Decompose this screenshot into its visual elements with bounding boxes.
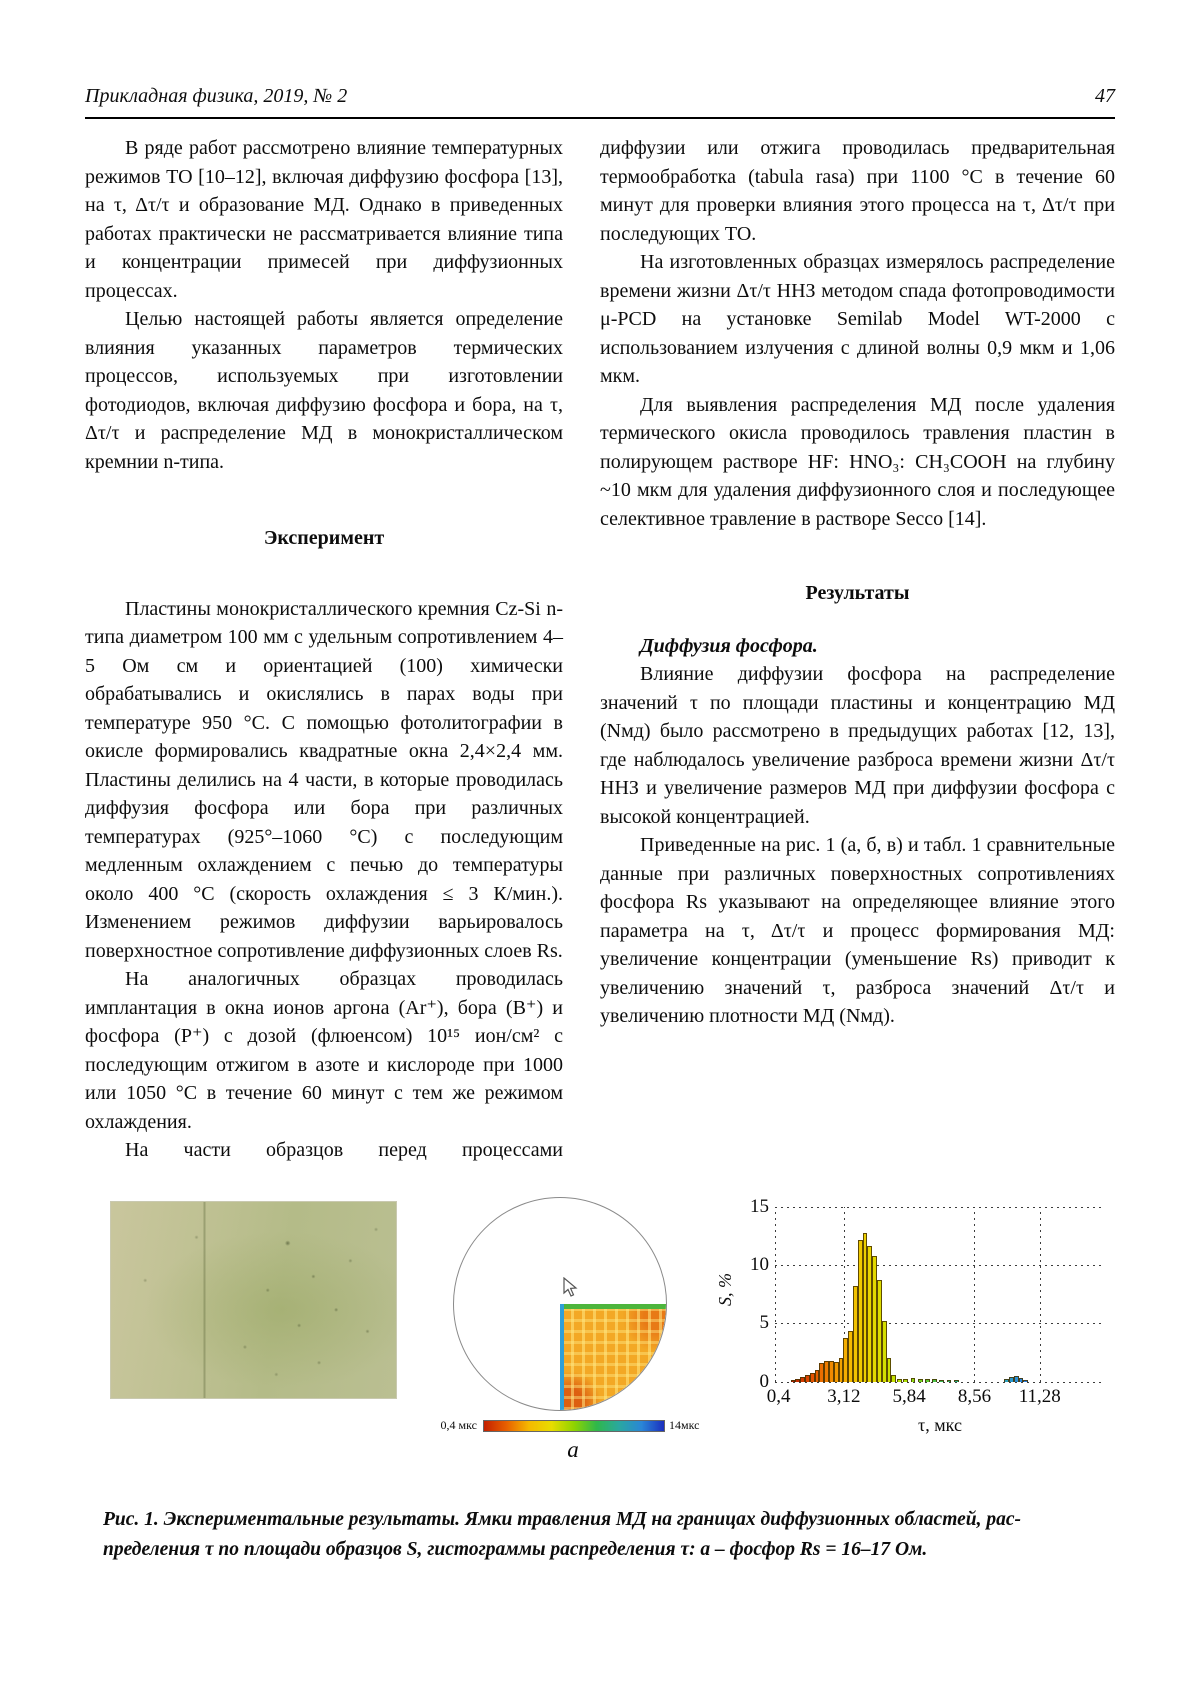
- grid-line-x: [974, 1207, 975, 1382]
- right-column: [600, 134, 1115, 1165]
- y-tick-label: 5: [759, 1312, 769, 1334]
- colorbar-max-label: 14мкс: [669, 1417, 700, 1432]
- histogram-bar: [918, 1379, 923, 1382]
- x-tick-label: 5,84: [892, 1385, 926, 1407]
- paragraph: Целью настоящей работы является определение влияния указанных параметров термических процессов, используемых при изготовлении фотодиодов, включая диффузию фосфора и бора, на τ, Δτ/τ и распределение МД в монокристаллическом кремнии n-типа.: [85, 308, 563, 473]
- grid-line-x: [1040, 1207, 1041, 1382]
- paragraph: На изготовленных образцах измерялось распределение времени жизни Δτ/τ ННЗ методом спада фотопроводимости μ-PCD на установке Semilab Model WT-2000 с использованием излучения с длиной волны 0,9 мкм и 1,06 мкм.: [600, 251, 1115, 387]
- grid-line-y: [775, 1265, 1105, 1266]
- wafer-measured-quadrant: [560, 1304, 666, 1410]
- etch-pits-micrograph: [110, 1201, 397, 1399]
- paragraph: Пластины монокристаллического кремния Cz-Si n-типа диаметром 100 мм с удельным сопротивлением 4–5 Ом см и ориентацией (100) химически обрабатывались и окислялись в парах воды при температуре 950 °С. С помощью фотолитографии в окисле формировались квадратные окна 2,4×2,4 мм. Пластины делились на 4 части, в которые проводилась диффузия фосфора или бора при различных температурах (925°–1060 °С) с последующим медленным охлаждением с печью до температуры около 400 °С (скорость охлаждения ≤ 3 К/мин.). Изменением режимов диффузии варьировалось поверхностное сопротивление диффузионных слоев Rs.: [85, 597, 563, 962]
- histogram-bar: [925, 1379, 930, 1381]
- panel-label-a: а: [567, 1436, 579, 1462]
- grid-line-y: [775, 1382, 1105, 1383]
- page-number: 47: [1095, 85, 1115, 107]
- section-heading-experiment: Эксперимент: [263, 527, 385, 549]
- page-header: [85, 84, 1115, 108]
- grid-line-y: [775, 1323, 1105, 1324]
- figure-caption: [103, 1505, 1028, 1565]
- mouse-cursor-icon: [562, 1277, 578, 1297]
- histogram-x-axis-label: τ, мкс: [918, 1414, 962, 1435]
- y-tick-label: 0: [759, 1370, 769, 1392]
- x-tick-label: 8,56: [957, 1385, 992, 1407]
- left-column: [85, 134, 563, 1165]
- histogram-bar: [932, 1379, 937, 1381]
- header-rule: [85, 117, 1115, 119]
- histogram-bar: [911, 1378, 916, 1382]
- grid-line-x: [775, 1207, 776, 1382]
- histogram-bar: [897, 1379, 902, 1382]
- paragraph: Приведенные на рис. 1 (а, б, в) и табл. 1 сравнительные данные при различных поверхностных сопротивлениях фосфора Rs указывают на определяющее влияние этого параметра на τ, Δτ/τ и процесс формирования МД: увеличение концентрации (уменьшение Rs) приводит к увеличению значений τ, разброса значений Δτ/τ и увеличению плотности МД (Nмд).: [600, 834, 1115, 1027]
- section-heading-results: Результаты: [805, 582, 910, 604]
- grid-line-y: [775, 1207, 1105, 1208]
- subsection-heading-phosphorus: Диффузия фосфора.: [640, 634, 818, 657]
- x-tick-label: 0,4: [766, 1385, 791, 1407]
- paragraph: В ряде работ рассмотрено влияние температурных режимов ТО [10–12], включая диффузию фосфора [13], на τ, Δτ/τ и образование МД. Однако в приведенных работах практически не рассматривается влияние типа и концентрации примесей при диффузионных процессах.: [85, 137, 563, 302]
- journal-title: Прикладная физика, 2019, № 2: [85, 85, 348, 107]
- paragraph: Влияние диффузии фосфора на распределение значений τ по площади пластины и концентрацию МД (Nмд) было рассмотрено в предыдущих работах [12, 13], где наблюдалось увеличение разброса времени жизни Δτ/τ ННЗ и увеличение размеров МД при диффузии фосфора с высокой концентрацией.: [600, 663, 1115, 828]
- histogram-bar: [954, 1380, 959, 1381]
- histogram-bar: [947, 1380, 952, 1382]
- histogram-bar: [1023, 1380, 1028, 1382]
- histogram-bar: [939, 1380, 944, 1382]
- y-tick-label: 10: [750, 1253, 769, 1275]
- colorbar-min-label: 0,4 мкс: [440, 1417, 477, 1432]
- x-tick-label: 3,12: [827, 1385, 861, 1407]
- caption-line-1: Рис. 1. Экспериментальные результаты. Ямки травления МД на границах диффузионных областей, рас-: [103, 1508, 1022, 1530]
- wafer-lifetime-map: [453, 1197, 667, 1411]
- histogram-y-axis-label: S, %: [715, 1272, 735, 1306]
- histogram-bar: [903, 1379, 908, 1381]
- x-tick-label: 11,28: [1018, 1385, 1061, 1407]
- paragraph: диффузии или отжига проводилась предварительная термообработка (tabula rasa) при 1100 °С в течение 60 минут для проверки влияния этого процесса на τ, Δτ/τ при последующих ТО.: [600, 137, 1115, 245]
- histogram-plot: [715, 1195, 1105, 1435]
- paragraph: На аналогичных образцах проводилась имплантация в окна ионов аргона (Ar⁺), бора (B⁺) и фосфора (P⁺) с дозой (флюенсом) 10¹⁵ ион/см² с последующим отжигом в азоте и кислороде при 1000 или 1050 °С в течение 60 минут с тем же режимом охлаждения.: [85, 968, 563, 1133]
- paragraph: На части образцов перед процессами: [125, 1139, 563, 1161]
- two-column-text: [85, 134, 1115, 1165]
- histogram-bar: [891, 1375, 896, 1382]
- paragraph: Для выявления распределения МД после удаления термического окисла проводилось травления пластин в полирующем растворе HF: HNO₃: CH₃COOH на глубину ~10 мкм для удаления диффузионного слоя и последующее селективное травление в растворе Secco [14].: [600, 393, 1115, 530]
- figure-1: [85, 1197, 1115, 1465]
- caption-line-2: пределения τ по площади образцов S, гистограммы распределения τ: а – фосфор Rs = 16–17 Ом.: [103, 1538, 928, 1560]
- y-tick-label: 15: [750, 1195, 769, 1217]
- wafer-colorbar: [483, 1420, 665, 1432]
